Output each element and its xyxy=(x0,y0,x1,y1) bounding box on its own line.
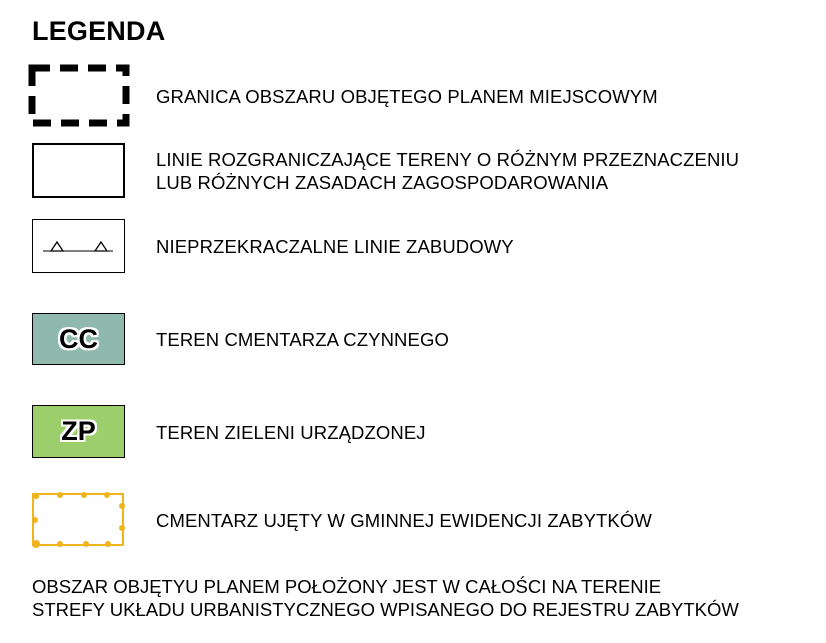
note-line-1: OBSZAR OBJĘTYU PLANEM POŁOŻONY JEST W CAŁOŚCI NA TERENIE xyxy=(32,576,662,597)
heritage-cemetery-label: CMENTARZ UJĘTY W GMINNEJ EWIDENCJI ZABYTKÓW xyxy=(156,510,652,531)
legend-title: LEGENDA xyxy=(32,16,166,46)
building-line-triangles-icon xyxy=(33,220,123,271)
demarcation-lines-label-line2: LUB RÓŻNYCH ZASADACH ZAGOSPODAROWANIA xyxy=(156,172,609,193)
building-line-label: NIEPRZEKRACZALNE LINIE ZABUDOWY xyxy=(156,236,514,257)
zp-zone-code: ZP xyxy=(61,416,96,446)
zp-zone-label: TEREN ZIELENI URZĄDZONEJ xyxy=(156,422,426,443)
cc-zone-code: CC xyxy=(59,323,98,354)
cc-zone-label: TEREN CMENTARZA CZYNNEGO xyxy=(156,329,449,350)
building-line-symbol xyxy=(32,219,125,273)
heritage-cemetery-symbol xyxy=(28,490,128,550)
demarcation-lines-symbol xyxy=(32,143,125,198)
demarcation-lines-label-line1: LINIE ROZGRANICZAJĄCE TERENY O RÓŻNYM PRZEZNACZENIU xyxy=(156,149,740,170)
zp-zone-symbol xyxy=(32,405,125,458)
note-line-2: STREFY UKŁADU URBANISTYCZNEGO WPISANEGO DO REJESTRU ZABYTKÓW xyxy=(32,599,739,620)
cc-zone-symbol xyxy=(32,313,125,365)
plan-boundary-label: GRANICA OBSZARU OBJĘTEGO PLANEM MIEJSCOWYM xyxy=(156,86,658,107)
plan-boundary-symbol xyxy=(28,64,130,127)
